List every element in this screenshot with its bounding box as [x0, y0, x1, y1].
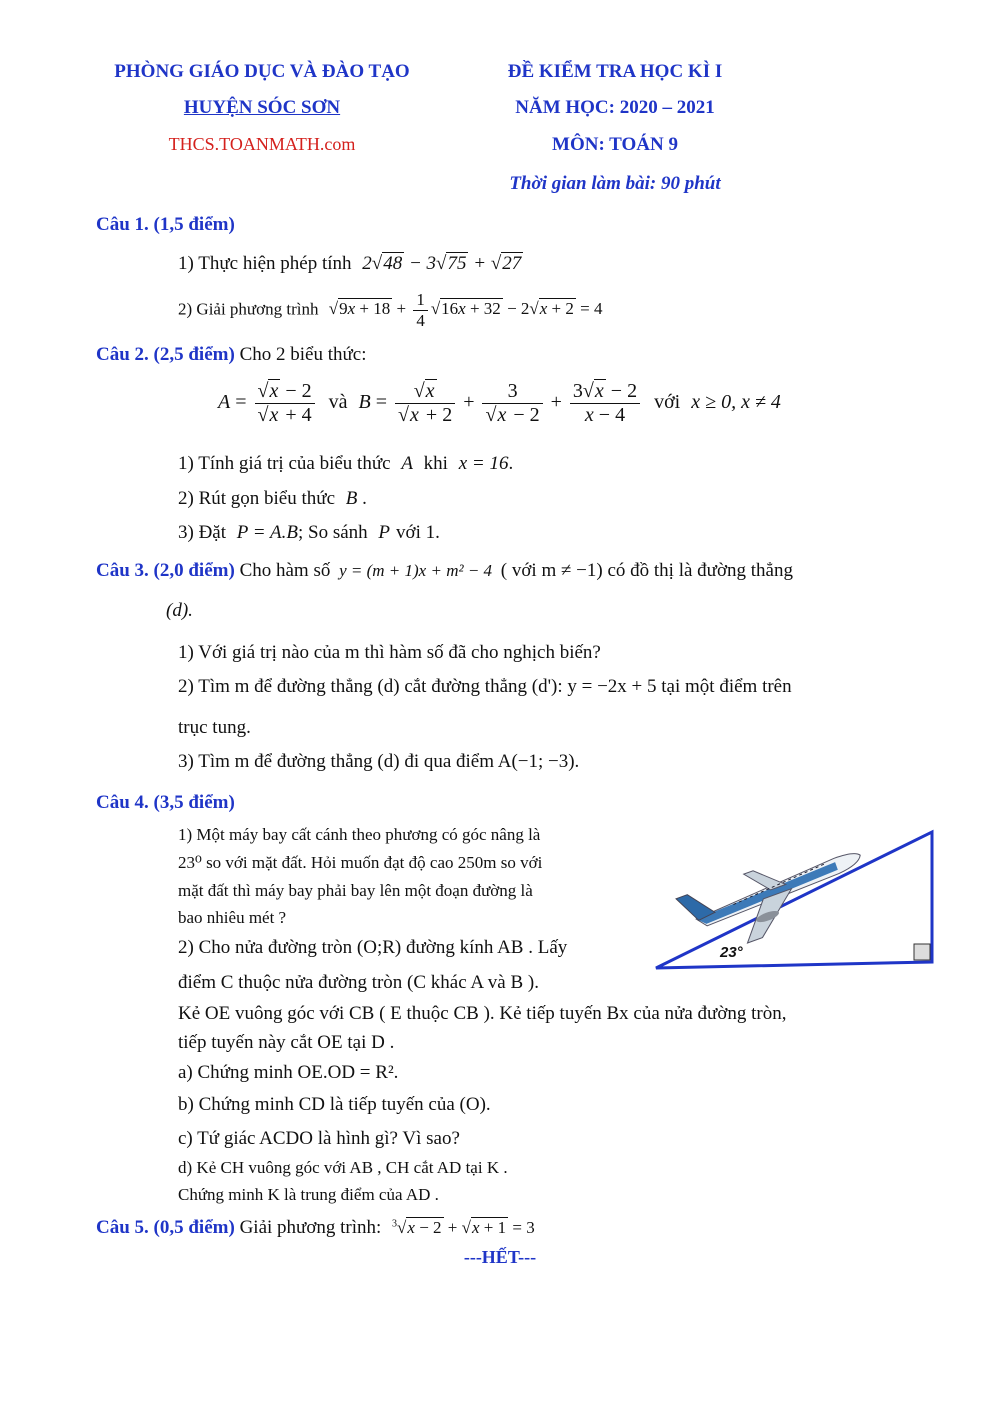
q1-part2-text: 2) Giải phương trình [178, 299, 319, 319]
q4-p1-line3: mặt đất thì máy bay phải bay lên một đoạn đường là [178, 881, 533, 900]
q3-function: y = (m + 1)x + m² − 4 [339, 561, 493, 580]
q5-equation: $^3$√x − 2 + √x + 1 = 3 [392, 1218, 535, 1237]
q5-text: Giải phương trình: [239, 1217, 382, 1238]
angle-label: 23° [720, 944, 743, 961]
q2-heading [96, 344, 367, 366]
airplane-triangle-figure [650, 828, 940, 978]
q1-part2-expr: √9x + 18 + $\frac{1}{4}$ √16x + 32 − 2√x + 2 = 4 [328, 290, 603, 330]
q1-title: Câu 1. (1,5 điểm) [96, 214, 235, 235]
website-label: THCS.TOANMATH.com [168, 134, 356, 154]
q4-part-d2: Chứng minh K là trung điểm của AD . [178, 1185, 439, 1204]
q3-part1: 1) Với giá trị nào của m thì hàm số đã cho nghịch biến? [178, 642, 601, 663]
q4-p2-line2: điểm C thuộc nửa đường tròn (C khác A và B ). [178, 972, 539, 993]
subject: MÔN: TOÁN 9 [552, 134, 678, 155]
q2-title: Câu 2. (2,5 điểm) [96, 344, 235, 365]
q2-with: với [654, 391, 681, 414]
q1-part1-text: 1) Thực hiện phép tính [178, 253, 352, 274]
q2-part3-expr: P = A.B [236, 522, 298, 543]
q4-part-d1: d) Kẻ CH vuông góc với AB , CH cắt AD tại K . [178, 1158, 508, 1177]
end-marker: ---HẾT--- [463, 1247, 537, 1267]
q1-part1 [178, 253, 523, 275]
q4-p1-line2: 23⁰ so với mặt đất. Hỏi muốn đạt độ cao 250m so với [178, 853, 543, 872]
q4-p2-line3: Kẻ OE vuông góc với CB ( E thuộc CB ). Kẻ tiếp tuyến Bx của nửa đường tròn, [178, 1003, 787, 1024]
q2-intro: Cho 2 biểu thức: [239, 344, 367, 365]
q1-part2 [178, 290, 602, 331]
q3-part2: 2) Tìm m để đường thẳng (d) cắt đường thẳng (d'): y = −2x + 5 tại một điểm trên [178, 676, 792, 697]
q4-part-c: c) Tứ giác ACDO là hình gì? Vì sao? [178, 1128, 460, 1149]
q3-line-d: (d). [166, 600, 193, 621]
q2-part3-end: với 1. [396, 522, 440, 543]
q2-condition: x ≥ 0, x ≠ 4 [691, 391, 781, 414]
time-limit: Thời gian làm bài: 90 phút [509, 173, 721, 194]
q4-p2-line4: tiếp tuyến này cắt OE tại D . [178, 1032, 395, 1053]
q2-part1-when: khi [423, 453, 448, 474]
q3-heading [96, 560, 793, 582]
q2-part2-var: B [345, 488, 358, 509]
q4-part-b: b) Chứng minh CD là tiếp tuyến của (O). [178, 1094, 491, 1115]
q2-part3-text: 3) Đặt [178, 522, 227, 543]
school-name: PHÒNG GIÁO DỤC VÀ ĐÀO TẠO [114, 61, 410, 82]
q4-p1-line1: 1) Một máy bay cất cánh theo phương có góc nâng là [178, 825, 541, 844]
q2-part3-rest: ; So sánh [297, 522, 368, 543]
q2-part1: 1) Tính giá trị của biểu thức A khi x = 16. [178, 453, 514, 474]
exam-title: ĐỀ KIỂM TRA HỌC KÌ I [507, 61, 723, 82]
school-year: NĂM HỌC: 2020 – 2021 [515, 97, 715, 118]
q5-title: Câu 5. (0,5 điểm) [96, 1217, 235, 1238]
q3-intro: Cho hàm số [239, 560, 331, 581]
q2-part2: 2) Rút gọn biểu thức B . [178, 488, 367, 509]
q2-part1-value: x = 16 [458, 453, 509, 474]
q4-p1-line4: bao nhiêu mét ? [178, 908, 287, 927]
q2-part1-text: 1) Tính giá trị của biểu thức [178, 453, 391, 474]
q2-expressions: A = $\frac{√x - 2}{√x + 4}$ và B = $\frac{√x}{√x + 2}$ + $\frac{3}{√x - 2}$ + $\frac{3√x - 2}{x - 4}$ với x ≥ 0, x ≠ 4 [218, 380, 781, 426]
q2-and: và [328, 391, 348, 414]
q3-condition: ( với m ≠ −1) [500, 560, 603, 581]
district-name: HUYỆN SÓC SƠN [183, 97, 341, 118]
q4-part-a: a) Chứng minh OE.OD = R². [178, 1062, 399, 1083]
q2-part2-text: 2) Rút gọn biểu thức [178, 488, 336, 509]
q3-rest: có đồ thị là đường thẳng [607, 560, 793, 581]
q5-heading [96, 1217, 535, 1239]
q2-part1-var: A [401, 453, 413, 474]
q4-p2-line1: 2) Cho nửa đường tròn (O;R) đường kính AB . Lấy [178, 937, 568, 958]
q1-part1-expr: 2√48 − 3√75 + √27 [362, 253, 522, 274]
q3-title: Câu 3. (2,0 điểm) [96, 560, 235, 581]
right-angle-mark [914, 944, 930, 960]
q3-part3: 3) Tìm m để đường thẳng (d) đi qua điểm A(−1; −3). [178, 751, 580, 772]
q4-title: Câu 4. (3,5 điểm) [96, 792, 235, 813]
q2-part3 [178, 522, 440, 544]
q3-part2-cont: trục tung. [178, 717, 251, 738]
right-triangle [656, 832, 932, 968]
q2-part3-var: P [378, 522, 391, 543]
